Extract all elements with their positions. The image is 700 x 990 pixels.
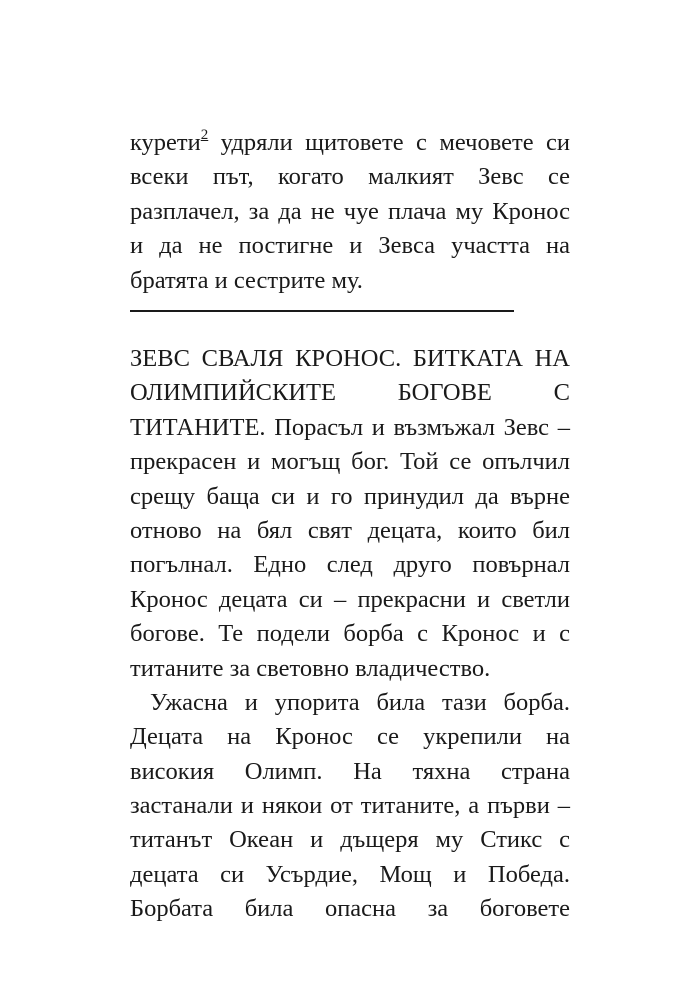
text-line: отново на бял свят децата, които бил [130,516,570,544]
section-zeus-overthrows-kronos [130,342,570,927]
text-line: прекрасен и могъщ бог. Той се опълчил [130,448,570,476]
text-line: Борбата била опасна за боговете [130,895,570,923]
footnote-reference[interactable]: 2 [200,127,209,143]
section-heading-line: ОЛИМПИЙСКИТЕ БОГОВЕ С [130,379,570,407]
text-line: застанали и някои от титаните, а първи – [130,792,570,820]
text-line: всеки път, когато малкият Зевс се [130,163,570,191]
text-line: титанът Океан и дъщеря му Стикс с [130,826,570,854]
text-line: ТИТАНИТЕ. Порасъл и възмъжал Зевс – [130,413,570,441]
text-fragment: удряли щитовете с мечовете си [208,129,570,156]
text-line: високия Олимп. На тяхна страна [130,757,570,785]
top-passage [130,126,570,298]
text-line: срещу баща си и го принудил да върне [130,482,570,510]
text-line [130,126,570,160]
section-heading-line: ЗЕВС СВАЛЯ КРОНОС. БИТКАТА НА [130,345,570,372]
text-line: братята и сестрите му. [130,266,363,294]
text-line: богове. Те подели борба с Кронос и с [130,620,570,648]
paragraph-first-line: Ужасна и упорита била тази борба. [150,688,570,716]
text-fragment: курети [130,129,201,156]
footnote-separator-rule [130,310,514,312]
text-line: децата си Усърдие, Мощ и Победа. [130,860,570,888]
text-line: титаните за световно владичество. [130,654,491,682]
text-line: Кронос децата си – прекрасни и светли [130,585,570,613]
text-line: и да не постигне и Зевса участта на [130,232,570,260]
text-line: погълнал. Едно след друго повърнал [130,551,570,579]
text-line: Децата на Кронос се укрепили на [130,723,570,751]
text-line: разплачел, за да не чуе плача му Кронос [130,197,570,225]
